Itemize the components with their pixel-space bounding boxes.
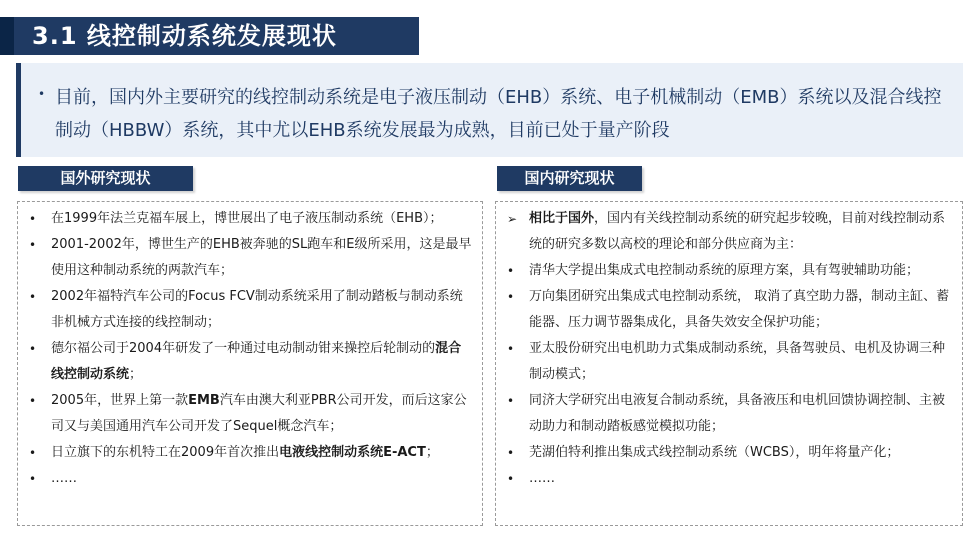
title-accent xyxy=(0,17,14,55)
summary-box xyxy=(16,63,963,157)
list-item xyxy=(496,258,962,284)
page-title: 3.1 线控制动系统发展现状 xyxy=(32,22,337,50)
item-text: 德尔福公司于2004年研发了一种通过电动制动钳来操控后轮制动的 xyxy=(51,341,436,356)
item-text: 日立旗下的东机特工在2009年首次推出 xyxy=(51,445,280,460)
item-text-after: ； xyxy=(425,445,439,460)
list-item xyxy=(18,466,482,492)
bullet-marker: • xyxy=(29,342,37,356)
item-emphasis: 相比于国外 xyxy=(529,211,595,226)
item-text: 芜湖伯特利推出集成式线控制动系统（WCBS），明年将量产化； xyxy=(529,445,900,460)
bullet-marker: • xyxy=(29,394,37,408)
list-item xyxy=(18,206,482,232)
item-emphasis: EMB xyxy=(188,393,220,408)
list-item xyxy=(496,284,962,336)
title-bar xyxy=(0,17,419,55)
foreign-panel xyxy=(17,201,483,526)
list-item xyxy=(18,232,482,284)
domestic-heading: 国内研究现状 xyxy=(497,166,642,191)
summary-text: 目前，国内外主要研究的线控制动系统是电子液压制动（EHB）系统、电子机械制动（EMB）系统以及混合线控制动（HBBW）系统，其中尤以EHB系统发展最为成熟，目前已处于量产阶段 xyxy=(55,87,942,141)
item-text: …… xyxy=(529,471,555,486)
item-text-after: ； xyxy=(129,367,143,382)
item-text: 清华大学提出集成式电控制动系统的原理方案，具有驾驶辅助功能； xyxy=(529,263,920,278)
list-item xyxy=(18,336,482,388)
item-text: …… xyxy=(51,471,77,486)
bullet-marker: • xyxy=(507,446,515,460)
list-item xyxy=(18,388,482,440)
list-item xyxy=(496,206,962,258)
summary-bullet: • xyxy=(38,87,46,101)
bullet-marker: • xyxy=(507,290,515,304)
item-text: ，国内有关线控制动系统的研究起步较晚，目前对线控制动系统的研究多数以高校的理论和部分供应商为主： xyxy=(529,211,946,252)
bullet-marker: • xyxy=(29,238,37,252)
list-item xyxy=(18,440,482,466)
item-text: 2001-2002年，博世生产的EHB被奔驰的SL跑车和E级所采用，这是最早使用这种制动系统的两款汽车； xyxy=(51,237,472,278)
item-text: 亚太股份研究出电机助力式集成制动系统，具备驾驶员、电机及协调三种制动模式； xyxy=(529,341,946,382)
list-item xyxy=(496,440,962,466)
list-item xyxy=(496,336,962,388)
list-item xyxy=(496,388,962,440)
arrow-bullet-icon: ➢ xyxy=(507,212,518,226)
item-emphasis: 电液线控制动系统E-ACT xyxy=(279,445,426,460)
item-emphasis: 混合线控制动系统 xyxy=(51,341,462,382)
list-item xyxy=(18,284,482,336)
foreign-heading: 国外研究现状 xyxy=(18,166,193,191)
bullet-marker: • xyxy=(29,290,37,304)
bullet-marker: • xyxy=(29,472,37,486)
bullet-marker: • xyxy=(29,446,37,460)
item-text: 在1999年法兰克福车展上，博世展出了电子液压制动系统（EHB）； xyxy=(51,211,443,226)
item-text: 万向集团研究出集成式电控制动系统， 取消了真空助力器，制动主缸、蓄能器、压力调节器集成化，具备失效安全保护功能； xyxy=(529,289,950,330)
bullet-marker: • xyxy=(507,472,515,486)
list-item xyxy=(496,466,962,492)
bullet-marker: • xyxy=(507,342,515,356)
bullet-marker: • xyxy=(507,394,515,408)
item-text: 2002年福特汽车公司的Focus FCV制动系统采用了制动踏板与制动系统非机械方式连接的线控制动； xyxy=(51,289,463,330)
bullet-marker: • xyxy=(507,264,515,278)
bullet-marker: • xyxy=(29,212,37,226)
domestic-panel xyxy=(495,201,963,526)
item-text: 同济大学研究出电液复合制动系统，具备液压和电机回馈协调控制、主被动助力和制动踏板感觉模拟功能； xyxy=(529,393,946,434)
item-text-before: 2005年，世界上第一款 xyxy=(51,393,189,408)
summary-accent-bar xyxy=(16,63,21,157)
item-text: 汽车由澳大利亚PBR公司开发，而后这家公司又与美国通用汽车公司开发了Sequel概念汽车； xyxy=(51,393,467,434)
